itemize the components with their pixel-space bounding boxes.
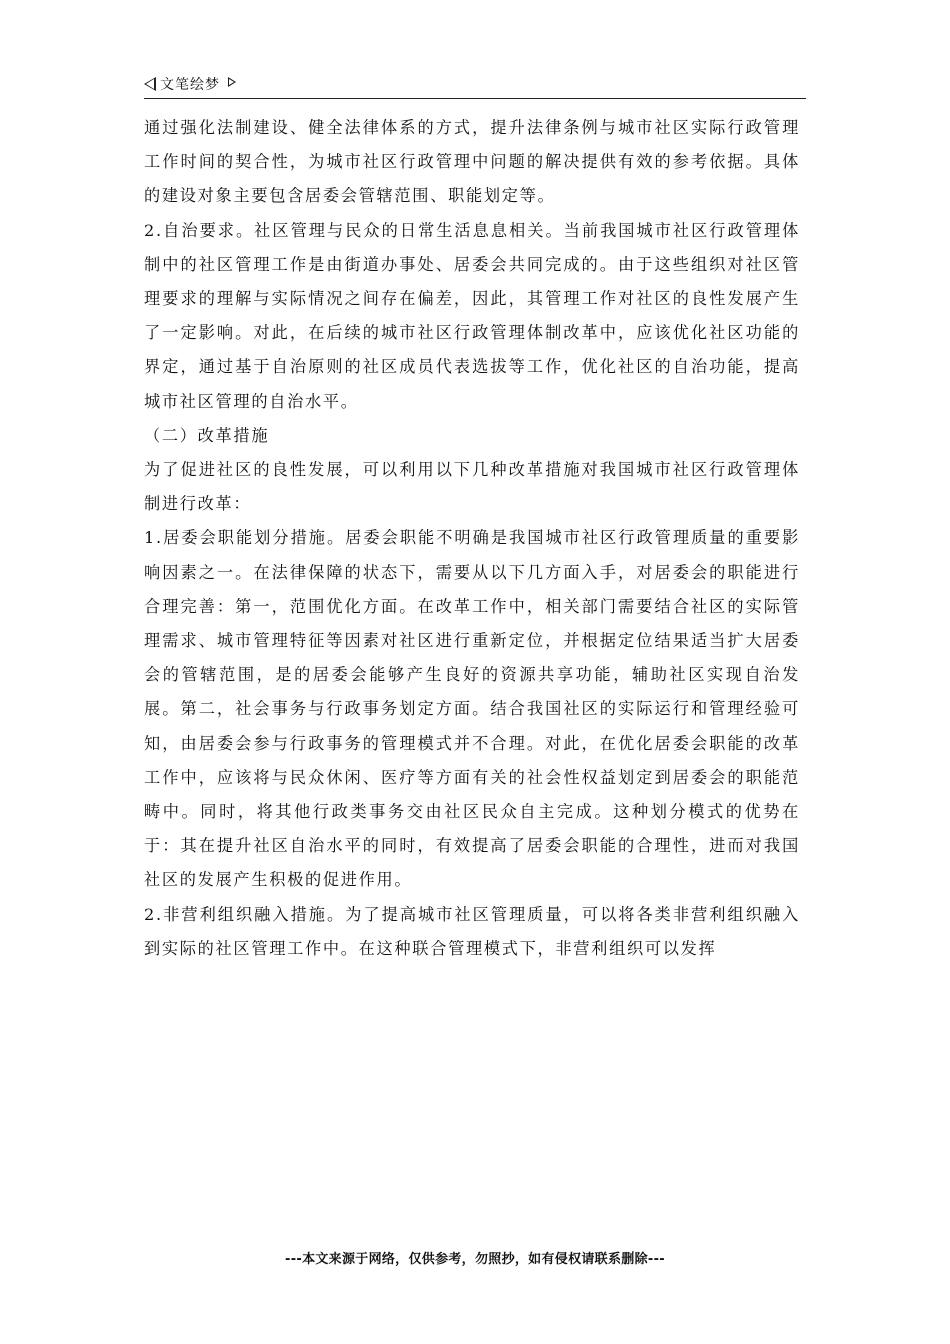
header-title: 文笔绘梦 bbox=[160, 77, 220, 93]
paragraph-reform-intro: 为了促进社区的良性发展，可以利用以下几种改革措施对我国城市社区行政管理体制进行改革： bbox=[144, 460, 800, 514]
document-body bbox=[144, 111, 800, 966]
page-header bbox=[144, 74, 806, 99]
paragraph-autonomy-requirement: 2.自治要求。社区管理与民众的日常生活息息相关。当前我国城市社区行政管理体制中的社区管理工作是由街道办事处、居委会共同完成的。由于这些组织对社区管理要求的理解与实际情况之间存在偏差，因此，其管理工作对社区的良性发展产生了一定影响。对此，在后续的城市社区行政管理体制改革中，应该优化社区功能的界定，通过基于自治原则的社区成员代表选拔等工作，优化社区的自治功能，提高城市社区管理的自治水平。 bbox=[144, 220, 800, 411]
triangle-right-icon bbox=[228, 77, 236, 87]
paragraph-committee-functions: 1.居委会职能划分措施。居委会职能不明确是我国城市社区行政管理质量的重要影响因素之一。在法律保障的状态下，需要从以下几方面入手，对居委会的职能进行合理完善：第一，范围优化方面。在改革工作中，相关部门需要结合社区的实际管理需求、城市管理特征等因素对社区进行重新定位，并根据定位结果适当扩大居委会的管辖范围，是的居委会能够产生良好的资源共享功能，辅助社区实现自治发展。第二，社会事务与行政事务划定方面。结合我国社区的实际运行和管理经验可知，由居委会参与行政事务的管理模式并不合理。对此，在优化居委会职能的改革工作中，应该将与民众休闲、医疗等方面有关的社会性权益划定到居委会的职能范畴中。同时，将其他行政类事务交由社区民众自主完成。这种划分模式的优势在于：其在提升社区自治水平的同时，有效提高了居委会职能的合理性，进而对我国社区的发展产生积极的促进作用。 bbox=[144, 528, 800, 890]
paragraph-nonprofit-integration: 2.非营利组织融入措施。为了提高城市社区管理质量，可以将各类非营利组织融入到实际的社区管理工作中。在这种联合管理模式下，非营利组织可以发挥 bbox=[144, 904, 800, 958]
paragraph-legal-system: 通过强化法制建设、健全法律体系的方式，提升法律条例与城市社区实际行政管理工作时间的契合性，为城市社区行政管理中问题的解决提供有效的参考依据。具体的建设对象主要包含居委会管辖范围、职能划定等。 bbox=[144, 118, 800, 206]
triangle-left-icon bbox=[144, 77, 156, 91]
page-footer-disclaimer: ---本文来源于网络，仅供参考，勿照抄，如有侵权请联系删除--- bbox=[285, 1252, 665, 1267]
section-heading-reform-measures: （二）改革措施 bbox=[144, 425, 270, 445]
